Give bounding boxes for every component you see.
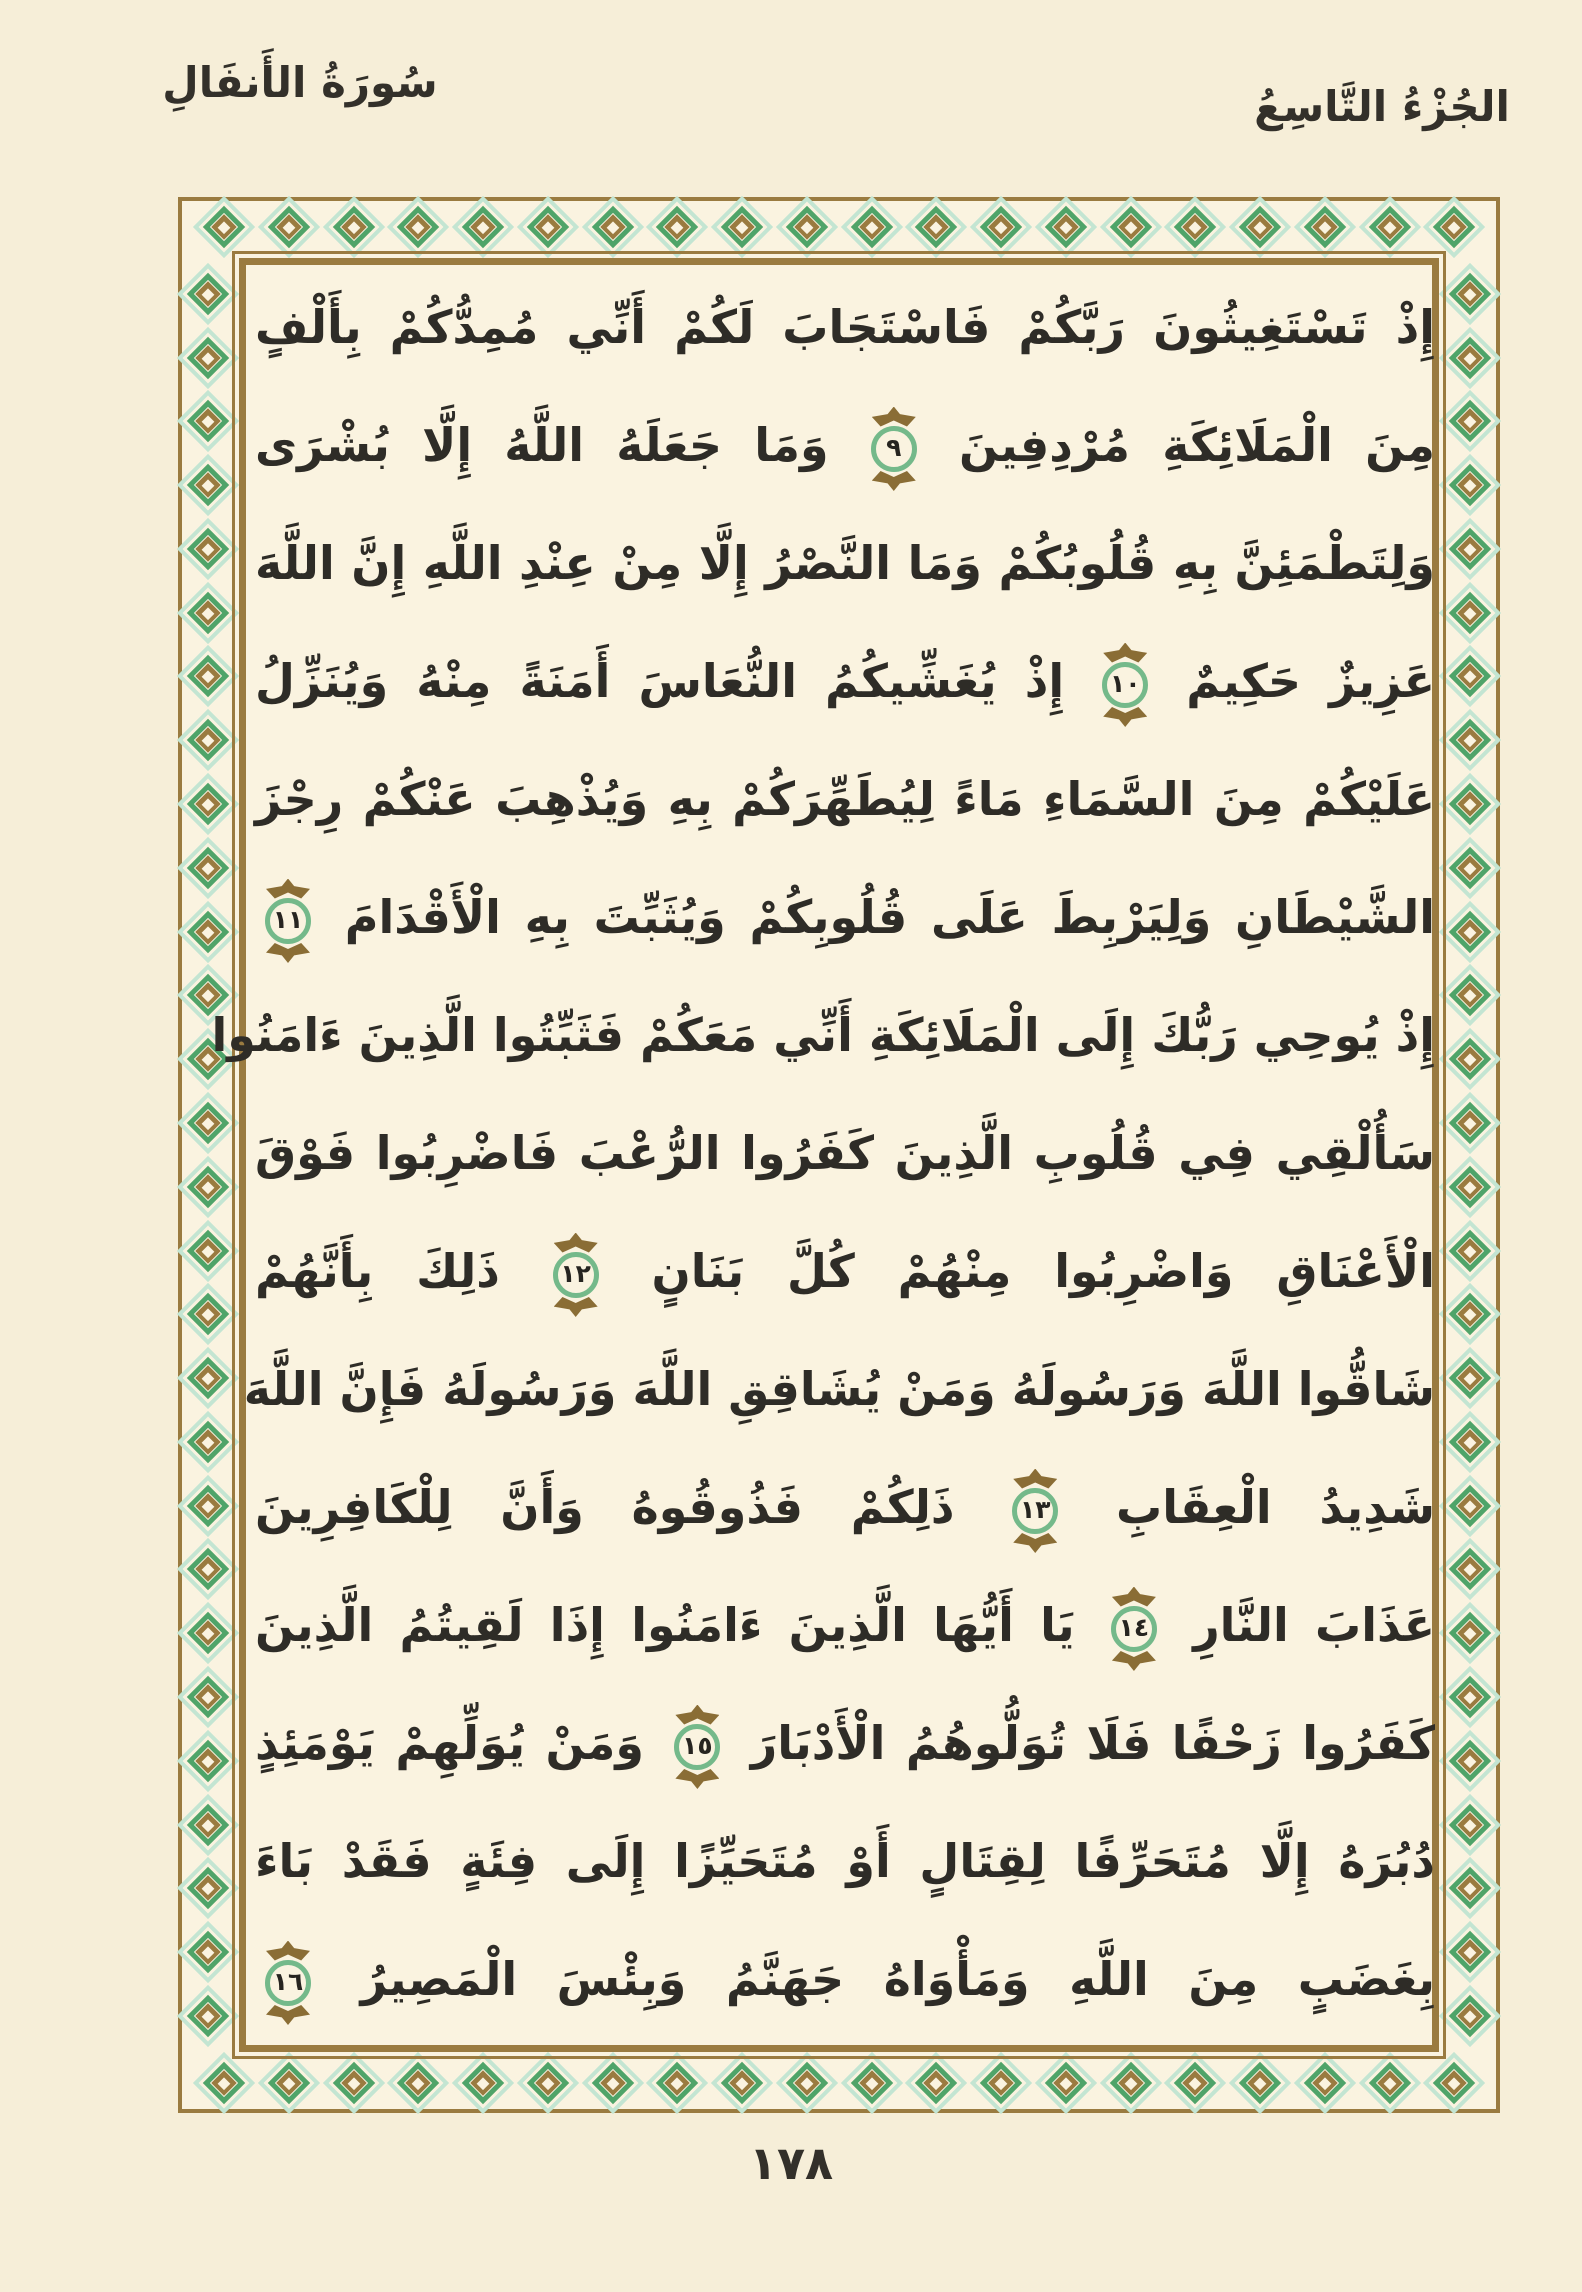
verse-text: مِنَ الْمَلَائِكَةِ مُرْدِفِينَ — [959, 418, 1436, 472]
motif-core — [800, 221, 813, 234]
border-diamond-motif — [185, 398, 231, 444]
quran-line — [255, 1094, 1435, 1212]
border-diamond-motif — [1447, 1483, 1493, 1529]
verse-medallion-ring — [553, 1252, 599, 1298]
border-diamond-motif — [1043, 204, 1089, 250]
quran-lines — [211, 268, 1436, 2038]
motif-core — [202, 1754, 215, 1767]
border-diamond-motif — [1172, 2060, 1218, 2106]
verse-text: الْأَعْنَاقِ وَاضْرِبُوا مِنْهُمْ كُلَّ بَنَانٍ — [651, 1244, 1435, 1298]
border-diamond-motif — [185, 1483, 231, 1529]
motif-core — [995, 2077, 1008, 2090]
border-diamond-motif — [1431, 2060, 1477, 2106]
verse-medallion-ring — [1102, 662, 1148, 708]
border-diamond-motif — [849, 2060, 895, 2106]
motif-core — [1464, 1117, 1477, 1130]
border-diamond-motif — [185, 909, 231, 955]
border-band-left — [182, 253, 234, 2057]
verse-text: سَأُلْقِي فِي قُلُوبِ الَّذِينَ كَفَرُوا الرُّعْبَ فَاضْرِبُوا فَوْقَ — [255, 1126, 1435, 1180]
border-diamond-motif — [1108, 2060, 1154, 2106]
motif-core — [541, 2077, 554, 2090]
motif-core — [477, 2077, 490, 2090]
motif-core — [1254, 2077, 1267, 2090]
border-diamond-motif — [185, 1802, 231, 1848]
border-diamond-motif — [395, 204, 441, 250]
motif-core — [202, 479, 215, 492]
border-diamond-motif — [185, 462, 231, 508]
verse-text: يَا أَيُّهَا الَّذِينَ ءَامَنُوا إِذَا لَقِيتُمُ الَّذِينَ — [255, 1598, 1075, 1652]
motif-core — [1059, 221, 1072, 234]
border-diamond-motif — [1172, 204, 1218, 250]
motif-core — [202, 1563, 215, 1576]
motif-core — [1254, 221, 1267, 234]
verse-number-medallion — [261, 894, 315, 948]
border-diamond-motif — [1447, 909, 1493, 955]
border-diamond-motif — [1447, 1802, 1493, 1848]
border-diamond-motif — [185, 1610, 231, 1656]
motif-core — [218, 221, 231, 234]
border-diamond-motif — [1302, 2060, 1348, 2106]
motif-core — [1318, 221, 1331, 234]
border-diamond-motif — [1367, 204, 1413, 250]
border-diamond-motif — [266, 204, 312, 250]
verse-medallion-ring — [265, 898, 311, 944]
motif-core — [1189, 221, 1202, 234]
motif-core — [202, 1435, 215, 1448]
border-diamond-motif — [185, 1291, 231, 1337]
border-diamond-motif — [185, 781, 231, 827]
motif-core — [202, 1946, 215, 1959]
motif-core — [1464, 287, 1477, 300]
motif-core — [202, 287, 215, 300]
border-diamond-motif — [1447, 1036, 1493, 1082]
verse-medallion-ring — [1012, 1488, 1058, 1534]
motif-core — [1464, 1435, 1477, 1448]
motif-core — [1464, 415, 1477, 428]
verse-text: وَمَا جَعَلَهُ اللَّهُ إِلَّا بُشْرَى — [255, 418, 829, 472]
motif-core — [1383, 2077, 1396, 2090]
motif-core — [282, 2077, 295, 2090]
border-diamond-motif — [1447, 335, 1493, 381]
border-diamond-motif — [913, 2060, 959, 2106]
border-diamond-motif — [1447, 972, 1493, 1018]
border-diamond-motif — [1447, 1865, 1493, 1911]
surah-title: سُورَةُ الأَنفَالِ — [162, 58, 438, 107]
motif-core — [930, 2077, 943, 2090]
quran-line — [255, 858, 1435, 976]
motif-core — [202, 734, 215, 747]
border-diamond-motif — [525, 2060, 571, 2106]
verse-text: دُبُرَهُ إِلَّا مُتَحَرِّفًا لِقِتَالٍ أَوْ مُتَحَيِّزًا إِلَى فِئَةٍ فَقَدْ بَاءَ — [255, 1834, 1435, 1888]
verse-number-medallion — [1107, 1602, 1161, 1656]
quran-line — [255, 1684, 1435, 1802]
motif-core — [202, 670, 215, 683]
border-diamond-motif — [266, 2060, 312, 2106]
border-diamond-motif — [185, 271, 231, 317]
motif-core — [202, 1244, 215, 1257]
verse-number-medallion — [867, 422, 921, 476]
border-diamond-motif — [185, 1355, 231, 1401]
motif-core — [202, 2010, 215, 2023]
border-diamond-motif — [1447, 271, 1493, 317]
verse-number: ٩ — [886, 433, 902, 462]
motif-core — [1464, 1754, 1477, 1767]
border-diamond-motif — [1447, 1419, 1493, 1465]
quran-line — [243, 1330, 1435, 1448]
motif-core — [1464, 1372, 1477, 1385]
motif-core — [1464, 1691, 1477, 1704]
border-diamond-motif — [185, 1419, 231, 1465]
quran-line — [255, 1448, 1435, 1566]
motif-core — [202, 798, 215, 811]
motif-core — [1189, 2077, 1202, 2090]
motif-core — [202, 1180, 215, 1193]
border-diamond-motif — [331, 2060, 377, 2106]
verse-number: ١٥ — [682, 1731, 713, 1760]
motif-core — [1448, 2077, 1461, 2090]
motif-core — [1464, 925, 1477, 938]
motif-core — [1464, 670, 1477, 683]
border-diamond-motif — [185, 1100, 231, 1146]
border-diamond-motif — [1043, 2060, 1089, 2106]
verse-number-medallion — [549, 1248, 603, 1302]
motif-core — [477, 221, 490, 234]
verse-text: شَاقُّوا اللَّهَ وَرَسُولَهُ وَمَنْ يُشَاقِقِ اللَّهَ وَرَسُولَهُ فَإِنَّ اللَّهَ — [243, 1362, 1435, 1416]
border-diamond-motif — [1447, 717, 1493, 763]
border-diamond-motif — [1447, 398, 1493, 444]
quran-line — [255, 504, 1435, 622]
motif-core — [671, 2077, 684, 2090]
motif-core — [1464, 543, 1477, 556]
motif-core — [202, 1691, 215, 1704]
verse-text: إِذْ يُوحِي رَبُّكَ إِلَى الْمَلَائِكَةِ أَنِّي مَعَكُمْ فَثَبِّتُوا الَّذِينَ ءَامَنُوا — [211, 1008, 1435, 1062]
motif-core — [1464, 1818, 1477, 1831]
motif-core — [202, 1818, 215, 1831]
motif-core — [1464, 1180, 1477, 1193]
motif-core — [1464, 1946, 1477, 1959]
motif-core — [202, 606, 215, 619]
verse-number: ١٤ — [1118, 1613, 1150, 1642]
verse-text: شَدِيدُ الْعِقَابِ — [1116, 1480, 1436, 1534]
verse-number: ١٦ — [272, 1967, 304, 1996]
motif-core — [1464, 1053, 1477, 1066]
border-diamond-motif — [849, 204, 895, 250]
verse-number: ١٣ — [1019, 1495, 1051, 1524]
border-diamond-motif — [784, 204, 830, 250]
verse-medallion-ring — [674, 1724, 720, 1770]
border-diamond-motif — [185, 1993, 231, 2039]
quran-line — [255, 622, 1435, 740]
border-diamond-motif — [719, 204, 765, 250]
border-diamond-motif — [1108, 204, 1154, 250]
verse-text: ذَلِكَ بِأَنَّهُمْ — [255, 1244, 500, 1298]
motif-core — [202, 1372, 215, 1385]
verse-text: كَفَرُوا زَحْفًا فَلَا تُوَلُّوهُمُ الْأَدْبَارَ — [750, 1716, 1436, 1770]
motif-core — [995, 221, 1008, 234]
border-diamond-motif — [1447, 1993, 1493, 2039]
motif-core — [1464, 798, 1477, 811]
motif-core — [930, 221, 943, 234]
border-diamond-motif — [1431, 204, 1477, 250]
motif-core — [1464, 861, 1477, 874]
motif-core — [202, 925, 215, 938]
motif-core — [1464, 1308, 1477, 1321]
border-diamond-motif — [185, 653, 231, 699]
motif-core — [1464, 606, 1477, 619]
border-diamond-motif — [185, 1865, 231, 1911]
motif-core — [347, 2077, 360, 2090]
quran-line — [255, 1802, 1435, 1920]
motif-core — [202, 1117, 215, 1130]
motif-core — [1464, 1882, 1477, 1895]
motif-core — [202, 1882, 215, 1895]
border-diamond-motif — [719, 2060, 765, 2106]
border-diamond-motif — [201, 2060, 247, 2106]
border-diamond-motif — [1447, 845, 1493, 891]
motif-core — [606, 2077, 619, 2090]
border-diamond-motif — [1447, 653, 1493, 699]
verse-medallion-ring — [1111, 1606, 1157, 1652]
border-diamond-motif — [1447, 1164, 1493, 1210]
motif-core — [202, 543, 215, 556]
border-diamond-motif — [460, 204, 506, 250]
motif-core — [736, 2077, 749, 2090]
border-diamond-motif — [185, 1929, 231, 1975]
border-diamond-motif — [185, 1674, 231, 1720]
border-diamond-motif — [1447, 1929, 1493, 1975]
border-diamond-motif — [590, 2060, 636, 2106]
border-band-bottom — [182, 2057, 1496, 2109]
motif-core — [202, 1627, 215, 1640]
motif-core — [202, 351, 215, 364]
motif-core — [1464, 1244, 1477, 1257]
motif-core — [1464, 989, 1477, 1002]
page-number: ١٧٨ — [748, 2136, 834, 2190]
motif-core — [412, 2077, 425, 2090]
motif-core — [412, 221, 425, 234]
motif-core — [1059, 2077, 1072, 2090]
juz-title: الجُزْءُ التَّاسِعُ — [1254, 82, 1510, 131]
border-diamond-motif — [1447, 1355, 1493, 1401]
border-diamond-motif — [185, 526, 231, 572]
border-diamond-motif — [185, 717, 231, 763]
border-diamond-motif — [185, 1228, 231, 1274]
verse-text: بِغَضَبٍ مِنَ اللَّهِ وَمَأْوَاهُ جَهَنَّمُ وَبِئْسَ الْمَصِيرُ — [360, 1952, 1436, 2006]
border-diamond-motif — [185, 590, 231, 636]
border-diamond-motif — [784, 2060, 830, 2106]
border-diamond-motif — [654, 2060, 700, 2106]
quran-line — [211, 976, 1435, 1094]
border-diamond-motif — [185, 1546, 231, 1592]
quran-line — [255, 1920, 1435, 2038]
verse-text: ذَلِكُمْ فَذُوقُوهُ وَأَنَّ لِلْكَافِرِينَ — [255, 1480, 955, 1534]
border-diamond-motif — [1447, 1738, 1493, 1784]
motif-core — [1464, 2010, 1477, 2023]
verse-number-medallion — [261, 1956, 315, 2010]
border-diamond-motif — [331, 204, 377, 250]
motif-core — [541, 221, 554, 234]
verse-number-medallion — [670, 1720, 724, 1774]
border-band-right — [1444, 253, 1496, 2057]
verse-text: عَلَيْكُمْ مِنَ السَّمَاءِ مَاءً لِيُطَهِّرَكُمْ بِهِ وَيُذْهِبَ عَنْكُمْ رِجْزَ — [255, 772, 1435, 826]
border-diamond-motif — [1447, 462, 1493, 508]
border-diamond-motif — [978, 204, 1024, 250]
motif-core — [218, 2077, 231, 2090]
motif-core — [1464, 351, 1477, 364]
verse-text: وَمَنْ يُوَلِّهِمْ يَوْمَئِذٍ — [255, 1716, 644, 1770]
border-diamond-motif — [1447, 1674, 1493, 1720]
verse-number: ١٢ — [560, 1259, 591, 1288]
motif-core — [865, 221, 878, 234]
verse-text: الشَّيْطَانِ وَلِيَرْبِطَ عَلَى قُلُوبِكُمْ وَيُثَبِّتَ بِهِ الْأَقْدَامَ — [344, 890, 1435, 944]
motif-core — [1464, 1563, 1477, 1576]
motif-core — [671, 221, 684, 234]
border-diamond-motif — [1237, 2060, 1283, 2106]
motif-core — [202, 1308, 215, 1321]
motif-core — [800, 2077, 813, 2090]
border-diamond-motif — [1447, 1100, 1493, 1146]
motif-core — [1383, 221, 1396, 234]
border-diamond-motif — [1447, 1610, 1493, 1656]
motif-core — [282, 221, 295, 234]
motif-core — [1124, 221, 1137, 234]
quran-line — [255, 268, 1435, 386]
verse-number-medallion — [1008, 1484, 1062, 1538]
motif-core — [1448, 221, 1461, 234]
border-band-top — [182, 201, 1496, 253]
motif-core — [1318, 2077, 1331, 2090]
verse-text: وَلِتَطْمَئِنَّ بِهِ قُلُوبُكُمْ وَمَا النَّصْرُ إِلَّا مِنْ عِنْدِ اللَّهِ إِنَّ اللَّهَ — [255, 536, 1435, 590]
border-diamond-motif — [1447, 1546, 1493, 1592]
motif-core — [1464, 1627, 1477, 1640]
border-diamond-motif — [185, 1738, 231, 1784]
verse-text: إِذْ يُغَشِّيكُمُ النُّعَاسَ أَمَنَةً مِنْهُ وَيُنَزِّلُ — [255, 654, 1065, 708]
verse-text: إِذْ تَسْتَغِيثُونَ رَبَّكُمْ فَاسْتَجَابَ لَكُمْ أَنِّي مُمِدُّكُمْ بِأَلْفٍ — [255, 300, 1435, 354]
border-diamond-motif — [185, 845, 231, 891]
quran-line — [255, 1566, 1435, 1684]
motif-core — [1464, 1499, 1477, 1512]
border-diamond-motif — [1447, 781, 1493, 827]
border-diamond-motif — [460, 2060, 506, 2106]
border-diamond-motif — [978, 2060, 1024, 2106]
verse-number: ١٠ — [1109, 669, 1141, 698]
motif-core — [202, 415, 215, 428]
motif-core — [606, 221, 619, 234]
verse-medallion-ring — [871, 426, 917, 472]
border-diamond-motif — [185, 1164, 231, 1210]
border-diamond-motif — [654, 204, 700, 250]
motif-core — [1464, 734, 1477, 747]
border-diamond-motif — [185, 335, 231, 381]
border-diamond-motif — [590, 204, 636, 250]
verse-medallion-ring — [265, 1960, 311, 2006]
border-diamond-motif — [201, 204, 247, 250]
motif-core — [202, 861, 215, 874]
motif-core — [202, 1499, 215, 1512]
quran-line — [255, 740, 1435, 858]
verse-text: عَزِيزٌ حَكِيمٌ — [1186, 654, 1436, 708]
border-diamond-motif — [1447, 526, 1493, 572]
motif-core — [865, 2077, 878, 2090]
verse-number: ١١ — [272, 905, 304, 934]
border-diamond-motif — [1302, 204, 1348, 250]
motif-core — [1124, 2077, 1137, 2090]
quran-line — [255, 1212, 1435, 1330]
border-diamond-motif — [1367, 2060, 1413, 2106]
border-diamond-motif — [1447, 590, 1493, 636]
motif-core — [1464, 479, 1477, 492]
border-diamond-motif — [913, 204, 959, 250]
border-diamond-motif — [1237, 204, 1283, 250]
verse-number-medallion — [1098, 658, 1152, 712]
border-diamond-motif — [525, 204, 571, 250]
border-diamond-motif — [1447, 1228, 1493, 1274]
motif-core — [347, 221, 360, 234]
quran-line — [255, 386, 1435, 504]
border-diamond-motif — [395, 2060, 441, 2106]
border-diamond-motif — [1447, 1291, 1493, 1337]
motif-core — [736, 221, 749, 234]
verse-text: عَذَابَ النَّارِ — [1193, 1598, 1436, 1652]
